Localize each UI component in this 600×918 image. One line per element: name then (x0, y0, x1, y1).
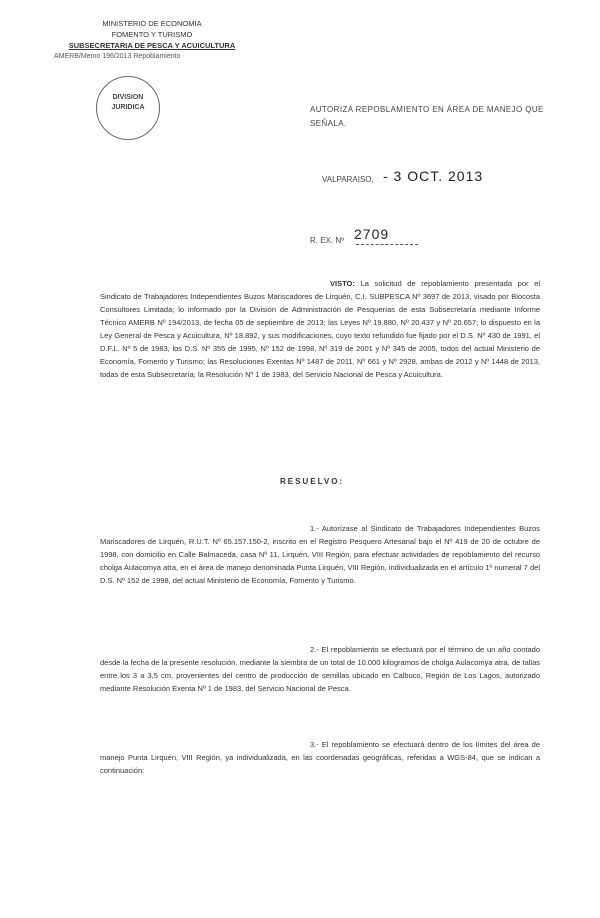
place: VALPARAISO, (322, 175, 374, 184)
rex-number: 2709 (354, 226, 390, 242)
ministry-line-2: FOMENTO Y TURISMO (111, 30, 193, 39)
stamp-line-2: JURIDICA (111, 104, 145, 111)
stamp-line-1: DIVISION (112, 94, 144, 101)
article-2-text: 2.- El repoblamiento se efectuará por el término de un año contado desde la fecha de la presente resolución, mediante la siembra de un total de 10.000 kilogramos de cholga Aulacomya atra, de tallas entre los 3 a 3,5 cm, provenientes del centro de producción de semillas ubicado en Calbuco, Región de Los Lagos, autorizado mediante Resolución Exenta Nº 1 de 1983, del Servicio Nacional de Pesca. (100, 645, 540, 693)
visto-label: VISTO: (330, 279, 355, 288)
division-juridica-stamp (96, 76, 160, 140)
subsecretaria: SUBSECRETARIA DE PESCA Y ACUICULTURA (68, 41, 236, 50)
rex-label: R. EX. Nº (310, 236, 345, 245)
article-3 (100, 738, 540, 777)
resuelvo-heading: RESUELVO: (280, 477, 345, 486)
letterhead (54, 18, 242, 62)
ministry-line-1: MINISTERIO DE ECONOMIA (102, 19, 202, 28)
visto-paragraph (100, 277, 540, 381)
article-2 (100, 643, 540, 695)
subject-line: AUTORIZA REPOBLAMIENTO EN ÁREA DE MANEJO QUE SEÑALA. (310, 105, 544, 128)
visto-text: La solicitud de repoblamiento presentada por el Sindicato de Trabajadores Independientes Buzos Mariscadores de Lirquén, C.I. SUBPESCA Nº 3697 de 2013, visado por Biocosta Consultores Limitada; lo informado por la División de Administración de Pesquerías de esta Subsecretaría mediante Informe Técnico AMERB Nº 194/2013, de fecha 05 de septiembre de 2013; las Leyes Nº 19.880, Nº 20.437 y Nº 20.657; lo dispuesto en la Ley General de Pesca y Acuicultura, Nº 18.892, y sus modificaciones, cuyo texto refundido fue fijado por el D.S. Nº 430 de 1991, el D.F.L. Nº 5 de 1983, los D.S. Nº 355 de 1995, Nº 152 de 1998, Nº 319 de 2001 y Nº 345 de 2005, todos del actual Ministerio de Economía, Fomento y Turismo; las Resoluciones Exentas Nº 1487 de 2011, Nº 661 y Nº 2928, ambas de 2012 y Nº 1448 de 2013, todas de esta Subsecretaría; la Resolución Nº 1 de 1983, del Servicio Nacional de Pesca y Acuicultura. (100, 279, 540, 379)
rex-underline (356, 244, 418, 245)
article-1-text: 1.- Autorízase al Sindicato de Trabajadores Independientes Buzos Mariscadores de Lirquén, R.U.T. Nº 65.157.150-2, inscrito en el Registro Pesquero Artesanal bajo el Nº 419 de 20 de octubre de 1998, con domicilio en Calle Balmaceda, casa Nº 11, Lirquén, VIII Región, para efectuar actividades de repoblamiento del recurso cholga Aulacomya atra, en el área de manejo denominada Punta Lirquén, VIII Región, individualizada en el artículo 1º numeral 7 del D.S. Nº 152 de 1998, del actual Ministerio de Economía, Fomento y Turismo. (100, 524, 540, 585)
date-stamp: - 3 OCT. 2013 (383, 168, 484, 184)
amerb-reference: AMERB/Memo 196/2013 Repoblamiento (54, 53, 181, 60)
article-3-text: 3.- El repoblamiento se efectuará dentro de los límites del área de manejo Punta Lirquén, VIII Región, ya individualizada, en las coordenadas geográficas, referidas a WGS-84, que se indican a continuación: (100, 740, 540, 775)
article-1 (100, 522, 540, 587)
